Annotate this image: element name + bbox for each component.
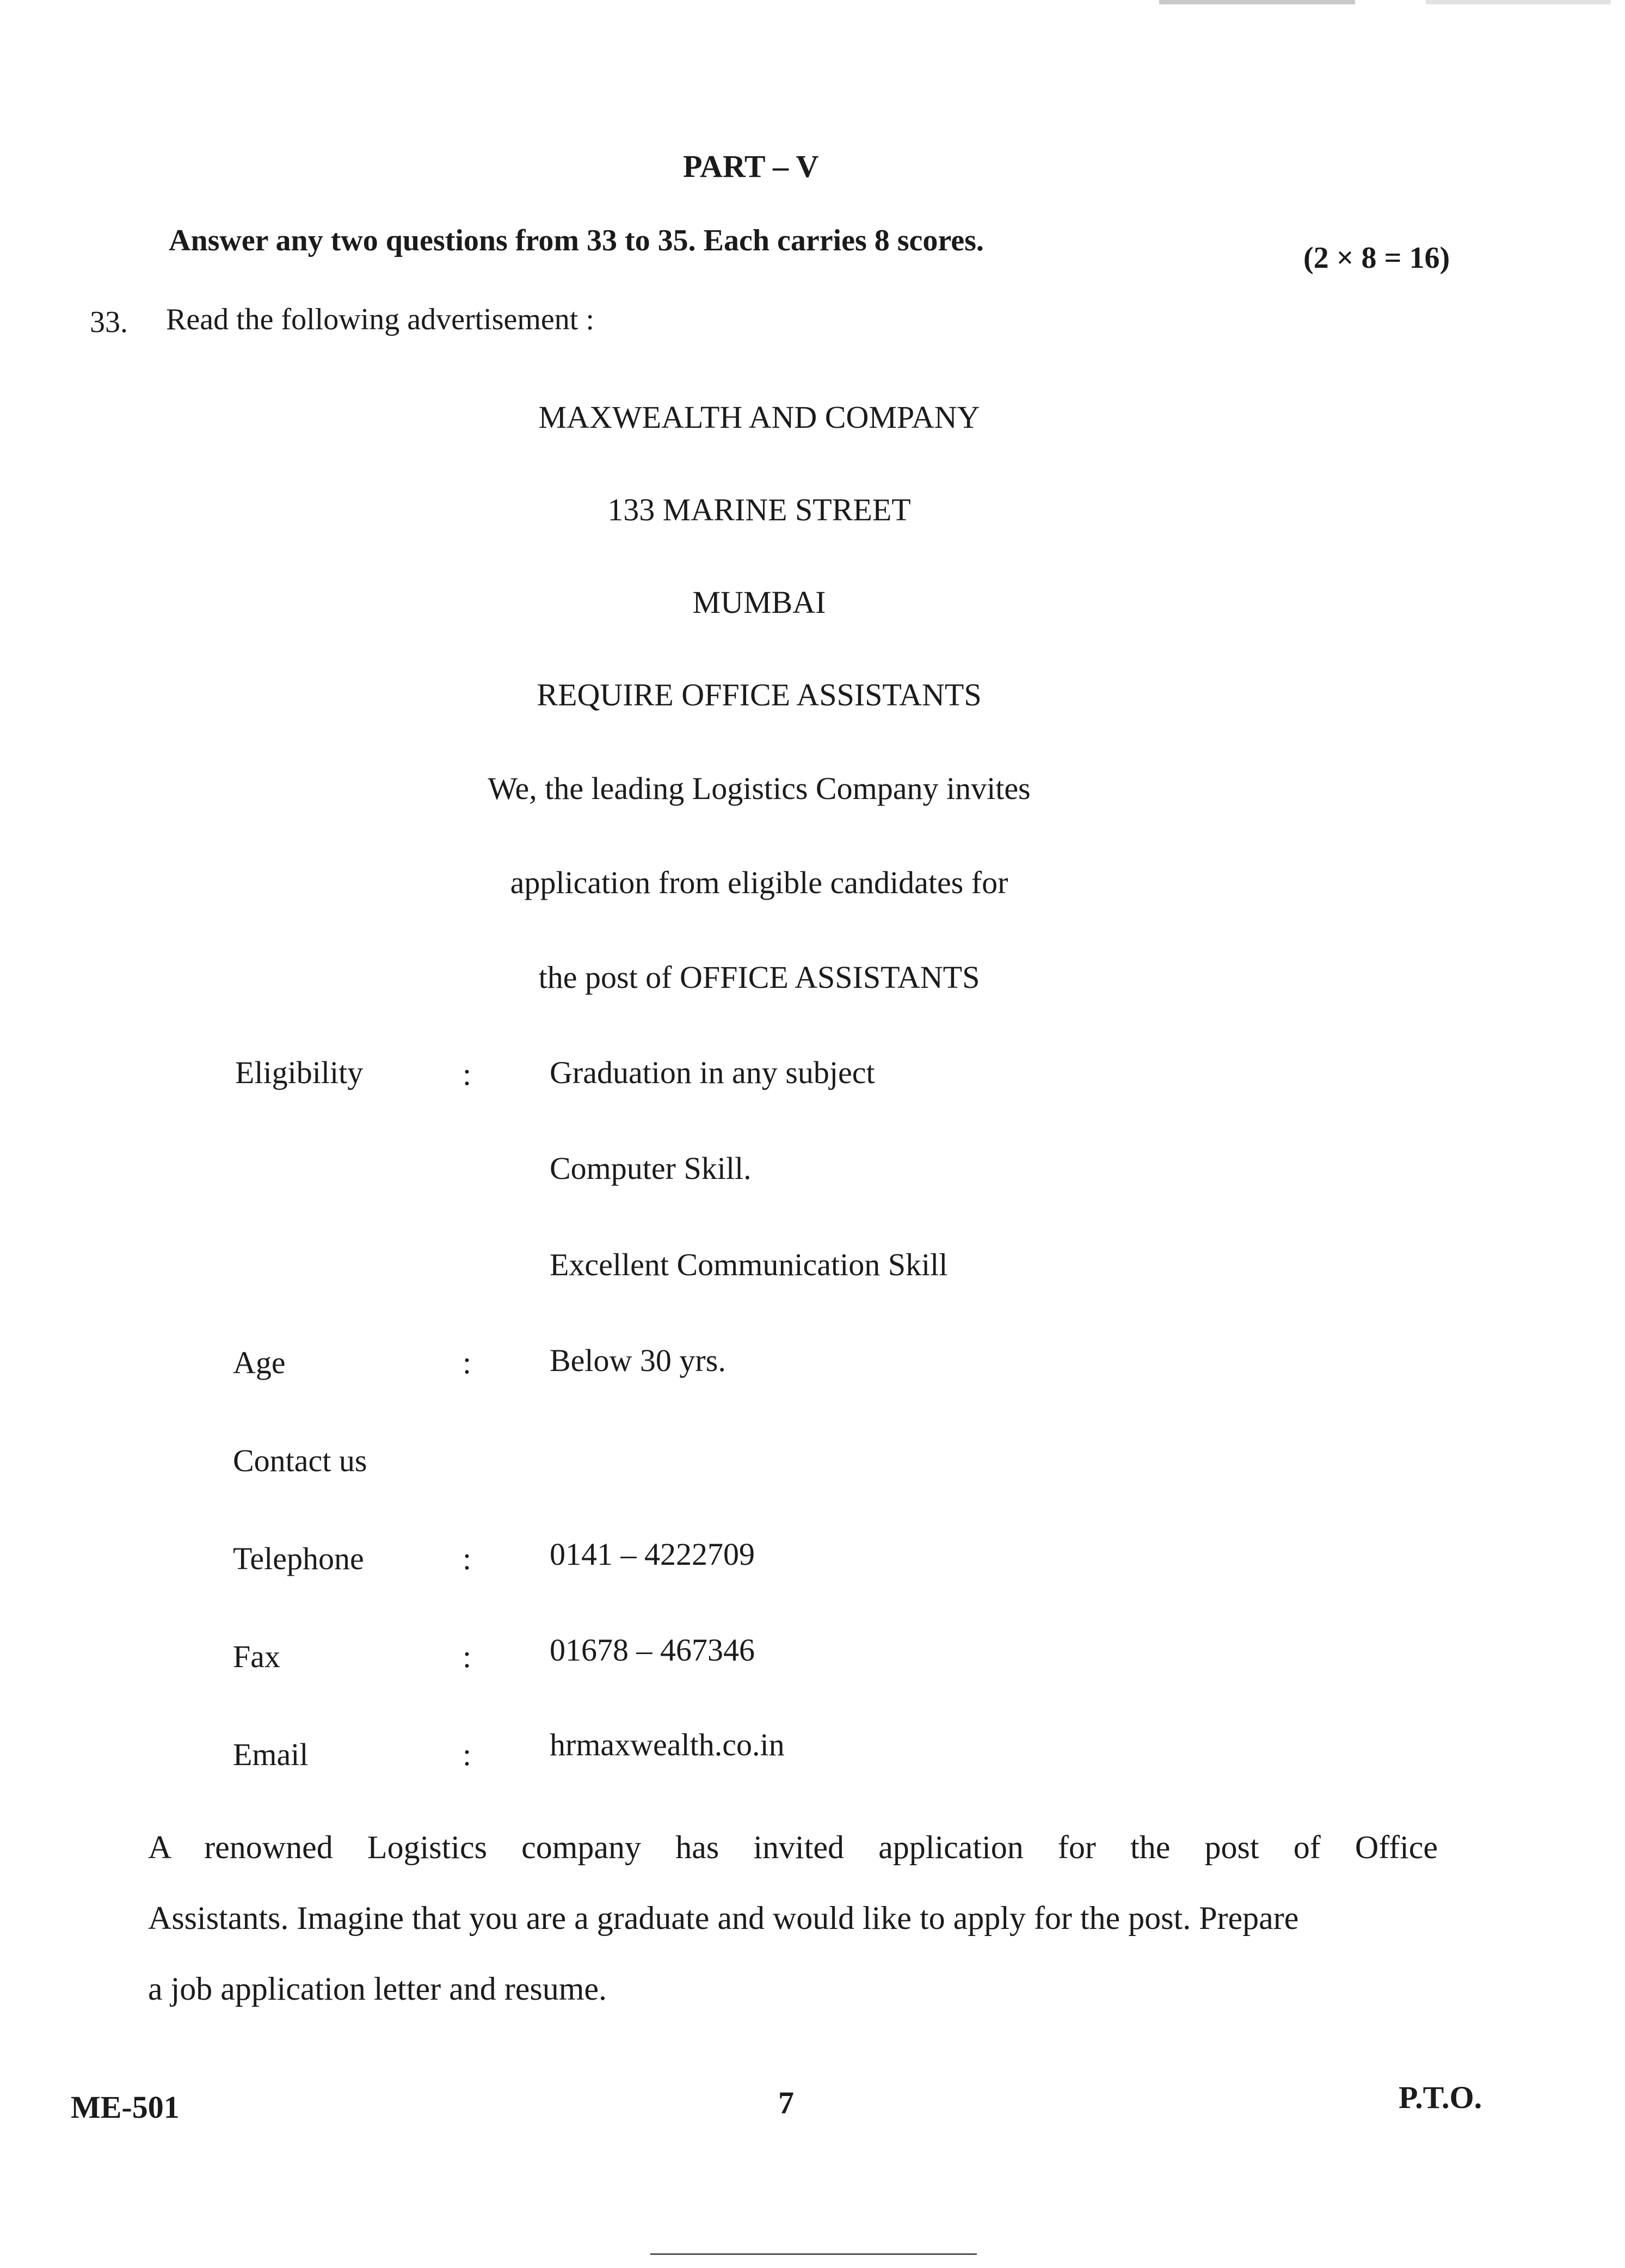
eligibility-item: Computer Skill. xyxy=(550,1151,752,1186)
email-label: Email xyxy=(233,1737,309,1772)
telephone-value: 0141 – 4222709 xyxy=(550,1536,755,1572)
paper-code: ME-501 xyxy=(71,2089,180,2125)
eligibility-item: Graduation in any subject xyxy=(550,1055,875,1090)
fax-value: 01678 – 467346 xyxy=(550,1632,755,1668)
field-separator: : xyxy=(463,1056,472,1092)
age-label: Age xyxy=(233,1345,286,1380)
ad-address: 133 MARINE STREET xyxy=(607,492,911,527)
field-separator: : xyxy=(463,1639,472,1674)
field-separator: : xyxy=(463,1541,472,1576)
field-separator: : xyxy=(463,1345,472,1380)
score-formula: (2 × 8 = 16) xyxy=(1303,241,1450,275)
page-number: 7 xyxy=(778,2085,794,2121)
ad-company-name: MAXWEALTH AND COMPANY xyxy=(538,399,980,435)
ad-body-line: the post of OFFICE ASSISTANTS xyxy=(538,960,980,995)
bottom-rule xyxy=(650,2253,977,2255)
age-value: Below 30 yrs. xyxy=(550,1343,726,1378)
task-line: Assistants. Imagine that you are a graduate and would like to apply for the post. Prepare xyxy=(148,1900,1299,1936)
ad-body-line: application from eligible candidates for xyxy=(510,865,1008,900)
part-title: PART – V xyxy=(683,149,819,184)
ad-heading: REQUIRE OFFICE ASSISTANTS xyxy=(537,677,982,712)
eligibility-item: Excellent Communication Skill xyxy=(550,1247,948,1282)
scan-artifact-top-left xyxy=(1159,0,1355,4)
question-number: 33. xyxy=(90,305,128,339)
question-prompt: Read the following advertisement : xyxy=(166,303,594,336)
ad-body-line: We, the leading Logistics Company invites xyxy=(488,771,1031,806)
eligibility-label: Eligibility xyxy=(235,1055,364,1090)
telephone-label: Telephone xyxy=(233,1541,364,1576)
ad-city: MUMBAI xyxy=(692,585,826,620)
task-line: a job application letter and resume. xyxy=(148,1971,607,2007)
pto-label: P.T.O. xyxy=(1399,2080,1482,2115)
fax-label: Fax xyxy=(233,1639,280,1674)
email-value: hrmaxwealth.co.in xyxy=(550,1727,785,1762)
contact-heading: Contact us xyxy=(233,1443,367,1478)
scan-artifact-top-right xyxy=(1426,0,1611,4)
section-instruction: Answer any two questions from 33 to 35. Each carries 8 scores. xyxy=(169,224,984,257)
task-line: A renowned Logistics company has invited application for the post of Office xyxy=(148,1829,1438,1865)
field-separator: : xyxy=(463,1737,472,1772)
